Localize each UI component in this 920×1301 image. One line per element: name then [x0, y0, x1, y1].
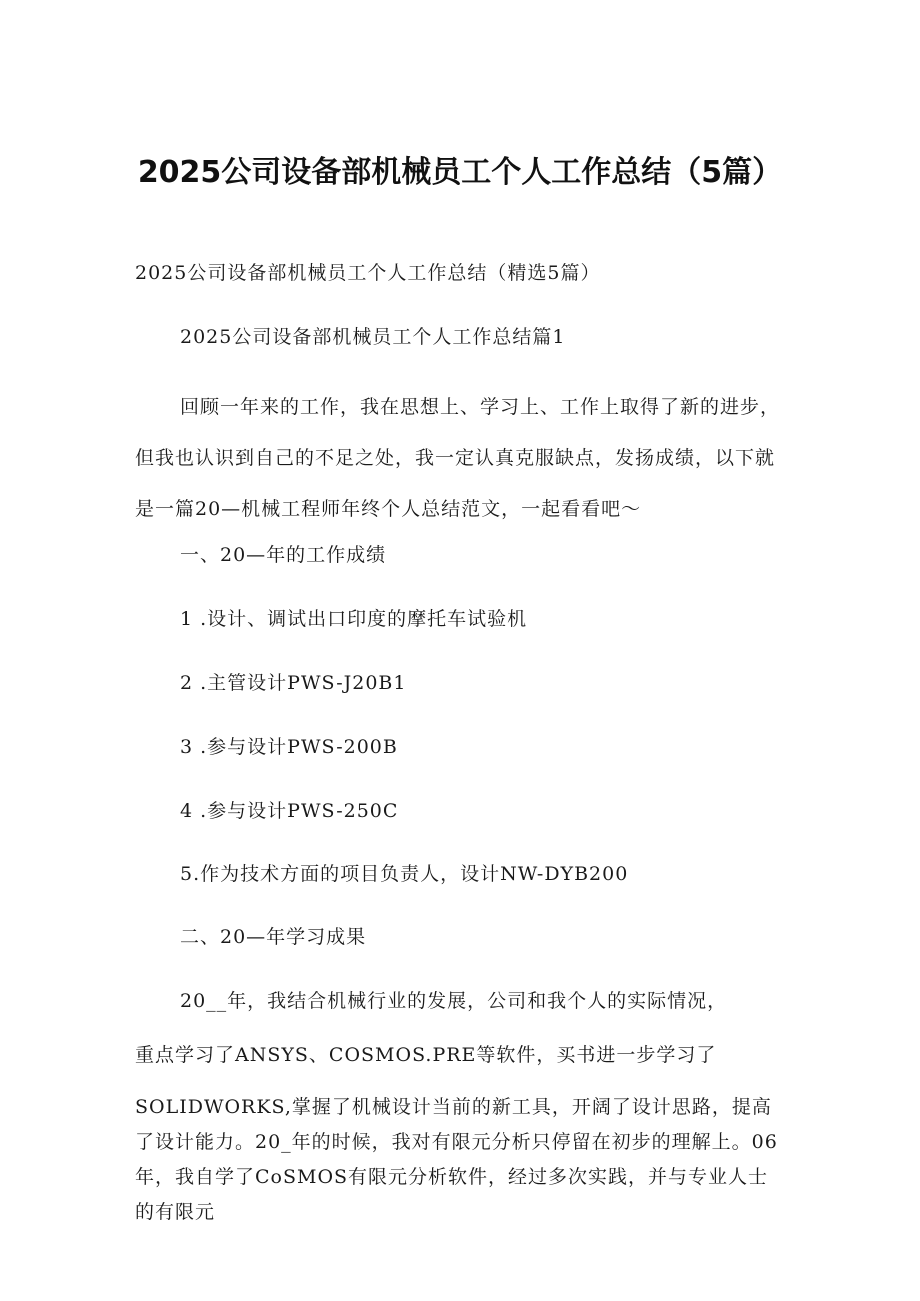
body-paragraph: SOLIDWORKS,掌握了机械设计当前的新工具，开阔了设计思路，提高了设计能力。20_年的时候，我对有限元分析只停留在初步的理解上。06年，我自学了CoSMOS有限元分析软件，经过多次实践，并与专业人士的有限元 — [135, 1096, 778, 1223]
body-line: 重点学习了ANSYS、COSMOS.PRE等软件，买书进一步学习了 — [135, 1044, 717, 1066]
body-line: 20__年，我结合机械行业的发展，公司和我个人的实际情况， — [180, 990, 728, 1012]
heading-learning-results: 二、20—年学习成果 — [180, 926, 367, 948]
list-item: 3 .参与设计PWS-200B — [180, 736, 398, 758]
list-item: 1 .设计、调试出口印度的摩托车试验机 — [180, 608, 528, 630]
document-title: 2025公司设备部机械员工个人工作总结（5篇） — [137, 155, 783, 190]
document-subtitle: 2025公司设备部机械员工个人工作总结（精选5篇） — [135, 262, 601, 284]
heading-work-results: 一、20—年的工作成绩 — [180, 544, 387, 566]
section-heading: 2025公司设备部机械员工个人工作总结篇1 — [180, 326, 566, 348]
list-item: 2 .主管设计PWS-J20B1 — [180, 672, 407, 694]
list-item: 4 .参与设计PWS-250C — [180, 800, 399, 822]
intro-paragraph: 回顾一年来的工作，我在思想上、学习上、工作上取得了新的进步，但我也认识到自己的不足之处，我一定认真克服缺点，发扬成绩，以下就是一篇20—机械工程师年终个人总结范文，一起看看吧～ — [135, 396, 781, 520]
list-item: 5.作为技术方面的项目负责人，设计NW-DYB200 — [180, 863, 629, 885]
